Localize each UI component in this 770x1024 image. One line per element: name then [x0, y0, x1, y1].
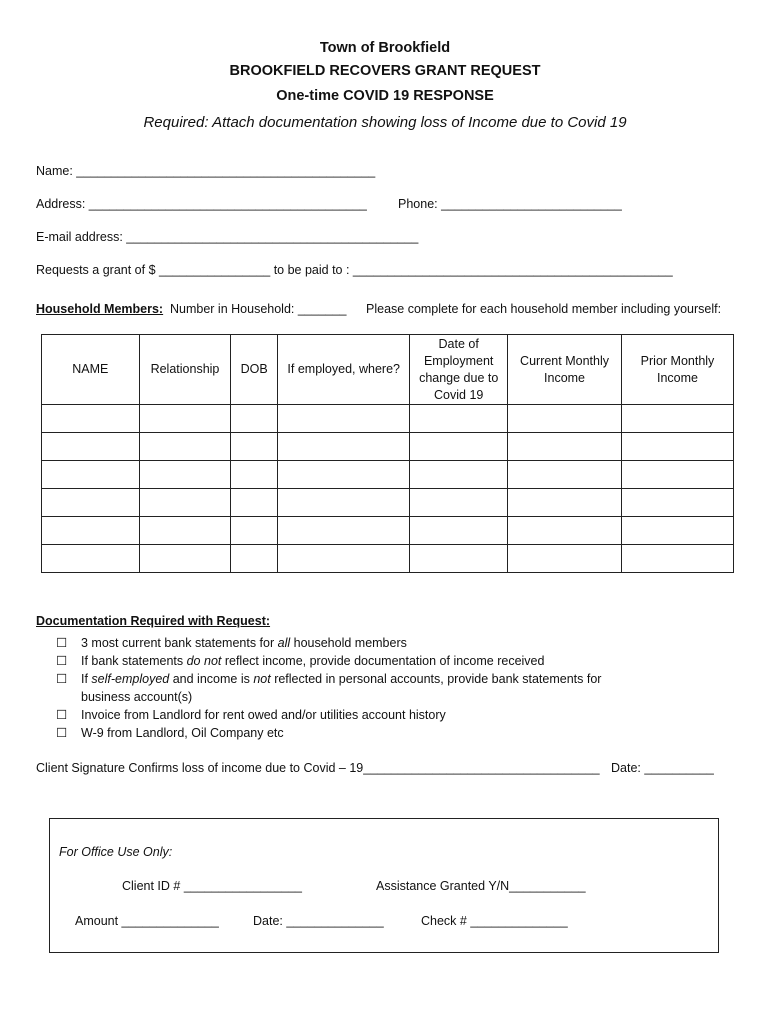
- table-cell[interactable]: [508, 405, 622, 433]
- column-header: Current Monthly Income: [508, 335, 622, 405]
- table-row: [42, 405, 734, 433]
- documentation-item-text: household members: [290, 636, 407, 650]
- documentation-section: [36, 614, 621, 742]
- documentation-item-text: reflect income, provide documentation of income received: [221, 654, 545, 668]
- table-row: [42, 545, 734, 573]
- town-name: Town of Brookfield: [319, 40, 451, 56]
- household-number-field[interactable]: Number in Household: _______: [170, 302, 347, 316]
- checkbox-icon[interactable]: ☐: [56, 672, 68, 686]
- table-cell[interactable]: [622, 405, 734, 433]
- table-cell[interactable]: [278, 461, 410, 489]
- table-cell[interactable]: [42, 489, 140, 517]
- table-cell[interactable]: [508, 489, 622, 517]
- documentation-item: [56, 706, 621, 724]
- column-header: NAME: [42, 335, 140, 405]
- column-header: DOB: [231, 335, 278, 405]
- documentation-item-text: self-employed: [91, 672, 170, 686]
- table-cell[interactable]: [42, 517, 140, 545]
- documentation-item-text: If bank statements: [81, 654, 187, 668]
- table-cell[interactable]: [410, 545, 508, 573]
- table-cell[interactable]: [42, 545, 140, 573]
- table-cell[interactable]: [410, 517, 508, 545]
- table-cell[interactable]: [139, 489, 231, 517]
- table-cell[interactable]: [231, 433, 278, 461]
- table-cell[interactable]: [622, 489, 734, 517]
- table-cell[interactable]: [622, 517, 734, 545]
- table-cell[interactable]: [410, 433, 508, 461]
- table-cell[interactable]: [278, 489, 410, 517]
- table-row: [42, 461, 734, 489]
- table-cell[interactable]: [622, 433, 734, 461]
- documentation-item: [56, 634, 621, 652]
- signature-line[interactable]: Client Signature Confirms loss of income due to Covid – 19__________________________________: [36, 761, 600, 775]
- email-field[interactable]: E-mail address: __________________________________________: [36, 230, 419, 244]
- checkbox-icon[interactable]: ☐: [56, 726, 68, 740]
- table-cell[interactable]: [410, 405, 508, 433]
- table-cell[interactable]: [139, 517, 231, 545]
- address-field[interactable]: Address: ________________________________________: [36, 197, 367, 211]
- documentation-item-text: do not: [186, 654, 222, 668]
- table-cell[interactable]: [622, 461, 734, 489]
- checkbox-icon[interactable]: ☐: [56, 654, 68, 668]
- documentation-item-text: 3 most current bank statements for: [81, 636, 278, 650]
- checkbox-icon[interactable]: ☐: [56, 636, 68, 650]
- documentation-item-text: reflected in personal accounts, provide bank statements for business account(s): [81, 672, 602, 704]
- column-header: Date of Employment change due to Covid 19: [410, 335, 508, 405]
- table-cell[interactable]: [508, 517, 622, 545]
- table-cell[interactable]: [278, 433, 410, 461]
- table-cell[interactable]: [278, 545, 410, 573]
- table-cell[interactable]: [278, 405, 410, 433]
- table-cell[interactable]: [508, 461, 622, 489]
- table-cell[interactable]: [139, 545, 231, 573]
- documentation-item: [56, 670, 621, 706]
- documentation-item-text: all: [277, 636, 291, 650]
- amount-field[interactable]: Amount ______________: [75, 914, 219, 928]
- grant-request-field[interactable]: Requests a grant of $ ________________ to be paid to : ______________________________________________: [36, 263, 673, 277]
- client-id-field[interactable]: Client ID # _________________: [122, 879, 303, 893]
- requirement-note: Required: Attach documentation showing loss of Income due to Covid 19: [143, 114, 627, 131]
- table-header-row: [42, 335, 734, 405]
- table-cell[interactable]: [622, 545, 734, 573]
- table-cell[interactable]: [410, 461, 508, 489]
- table-cell[interactable]: [410, 489, 508, 517]
- table-cell[interactable]: [42, 433, 140, 461]
- documentation-item: [56, 652, 621, 670]
- table-row: [42, 433, 734, 461]
- column-header: If employed, where?: [278, 335, 410, 405]
- table-cell[interactable]: [231, 545, 278, 573]
- household-members-label: Household Members:: [36, 302, 164, 316]
- assistance-granted-field[interactable]: Assistance Granted Y/N___________: [376, 879, 586, 893]
- documentation-list: [56, 634, 621, 742]
- table-row: [42, 489, 734, 517]
- form-title: BROOKFIELD RECOVERS GRANT REQUEST: [229, 63, 541, 79]
- checkbox-icon[interactable]: ☐: [56, 708, 68, 722]
- table-cell[interactable]: [231, 489, 278, 517]
- table-cell[interactable]: [231, 461, 278, 489]
- documentation-item: [56, 724, 621, 742]
- table-cell[interactable]: [139, 433, 231, 461]
- table-cell[interactable]: [139, 461, 231, 489]
- table-cell[interactable]: [139, 405, 231, 433]
- column-header: Prior Monthly Income: [622, 335, 734, 405]
- documentation-heading: Documentation Required with Request:: [36, 614, 271, 628]
- table-cell[interactable]: [42, 405, 140, 433]
- documentation-item-text: W-9 from Landlord, Oil Company etc: [81, 726, 284, 740]
- table-row: [42, 517, 734, 545]
- table-cell[interactable]: [231, 405, 278, 433]
- phone-field[interactable]: Phone: __________________________: [398, 197, 622, 211]
- household-instruction: Please complete for each household member including yourself:: [366, 302, 722, 316]
- documentation-item-text: If: [81, 672, 92, 686]
- signature-date-field[interactable]: Date: __________: [611, 761, 714, 775]
- table-cell[interactable]: [42, 461, 140, 489]
- documentation-item-text: and income is: [169, 672, 254, 686]
- household-table: [41, 334, 734, 573]
- table-cell[interactable]: [508, 545, 622, 573]
- office-use-box: [49, 818, 719, 953]
- office-use-title: For Office Use Only:: [59, 845, 173, 859]
- form-subtitle: One-time COVID 19 RESPONSE: [276, 88, 494, 104]
- table-cell[interactable]: [278, 517, 410, 545]
- documentation-item-text: not: [253, 672, 271, 686]
- table-cell[interactable]: [231, 517, 278, 545]
- name-field[interactable]: Name: ___________________________________________: [36, 164, 376, 178]
- documentation-item-text: Invoice from Landlord for rent owed and/or utilities account history: [81, 708, 446, 722]
- column-header: Relationship: [139, 335, 231, 405]
- office-date-field[interactable]: Date: ______________: [253, 914, 384, 928]
- check-number-field[interactable]: Check # ______________: [421, 914, 568, 928]
- table-cell[interactable]: [508, 433, 622, 461]
